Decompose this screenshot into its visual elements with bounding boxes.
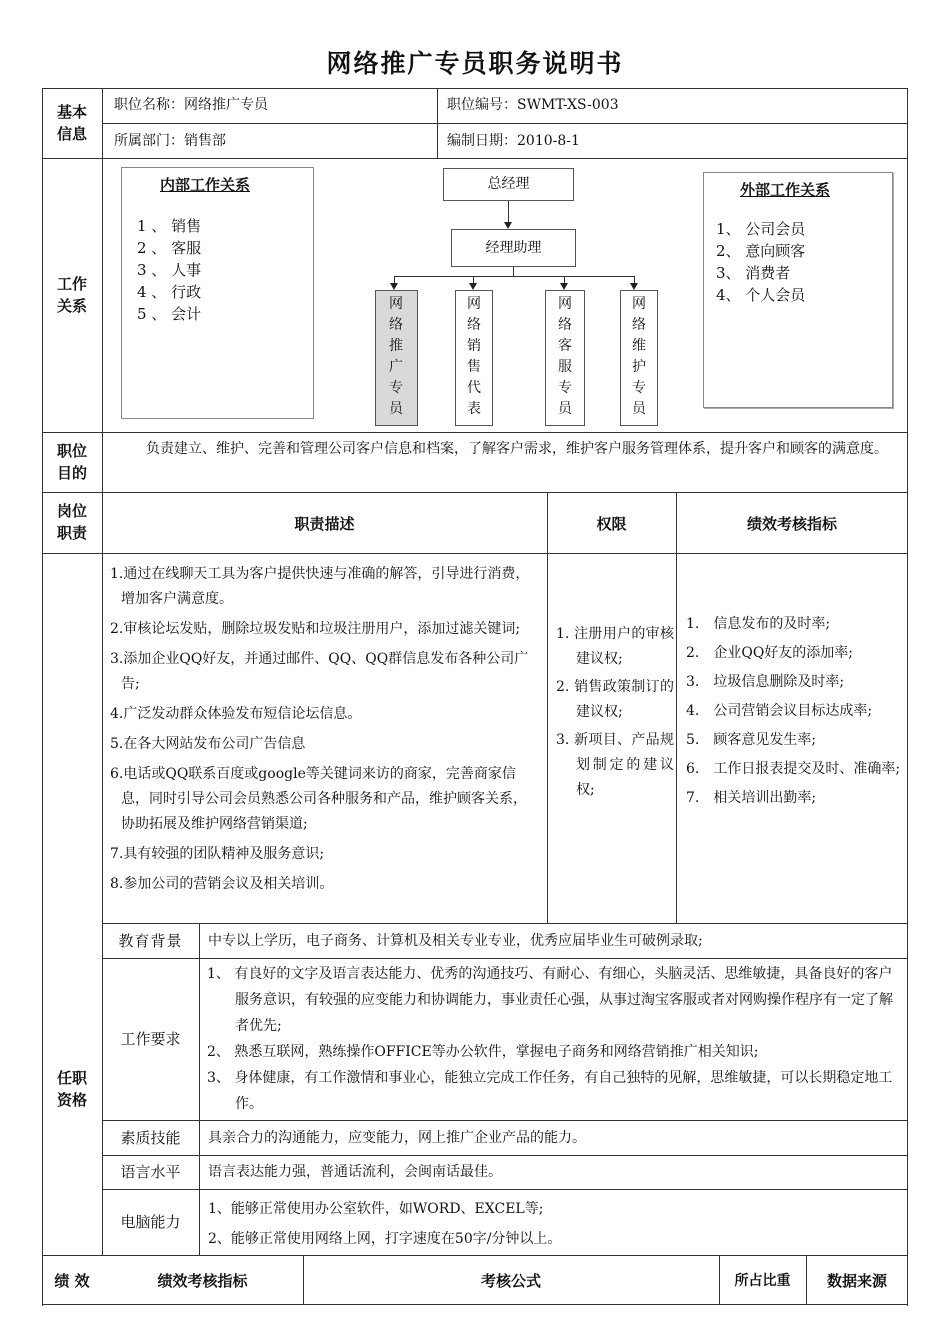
duty-item: 1.通过在线聊天工具为客户提供快速与准确的解答，引导进行消费，增加客户满意度。 <box>110 566 530 607</box>
kpi-item: 1. 信息发布的及时率; <box>686 616 831 632</box>
external-relation-item: 4、 个人会员 <box>716 286 806 304</box>
kpi-list <box>686 612 904 811</box>
duty-item: 3.添加企业QQ好友，并通过邮件、QQ、QQ群信息发布各种公司广告; <box>110 651 529 692</box>
external-relation-item: 3、 消费者 <box>716 264 791 282</box>
org-sub-promotion-label: 网 络 推 广 专 员 <box>389 296 403 417</box>
org-sub-service-label: 网 络 客 服 专 员 <box>558 296 572 417</box>
perf-col-kpi: 绩效考核指标 <box>157 1272 248 1290</box>
perf-col-formula: 考核公式 <box>480 1272 541 1290</box>
skill-text: 具亲合力的沟通能力，应变能力，网上推广企业产品的能力。 <box>208 1130 586 1146</box>
col-duty-description: 职责描述 <box>294 515 355 533</box>
purpose-text: 负责建立、维护、完善和管理公司客户信息和档案，了解客户需求，维护客户服务管理体系，提升客户和顾客的满意度。 <box>146 441 888 457</box>
internal-relation-item: 4 、 行政 <box>137 283 202 301</box>
work-requirement-item: 2、 熟悉互联网，熟练操作OFFICE等办公软件，掌握电子商务和网络营销推广相关知识; <box>207 1044 759 1060</box>
kpi-item: 3. 垃圾信息删除及时率; <box>686 674 845 690</box>
computer-label: 电脑能力 <box>120 1213 181 1231</box>
skill-label: 素质技能 <box>120 1129 181 1147</box>
education-text: 中专以上学历，电子商务、计算机及相关专业专业，优秀应届毕业生可破例录取; <box>208 933 703 949</box>
purpose-label: 职位目的 <box>56 442 87 482</box>
work-requirement-item: 3、 身体健康，有工作激情和事业心，能独立完成工作任务，有自己独特的见解，思维敏捷，可以长期稳定地工作。 <box>207 1070 893 1112</box>
kpi-item: 7. 相关培训出勤率; <box>686 790 817 806</box>
education-label: 教育背景 <box>118 932 183 950</box>
work-relations-label: 工作关系 <box>56 275 87 315</box>
org-sub-sales-label: 网 络 销 售 代 表 <box>467 296 481 417</box>
kpi-item: 5. 顾客意见发生率; <box>686 732 817 748</box>
external-relation-item: 2、 意向顾客 <box>716 242 806 260</box>
external-relation-item: 1、 公司会员 <box>716 220 806 238</box>
work-requirement-list <box>207 961 903 1117</box>
authority-item: 1. 注册用户的审核建议权; <box>556 626 674 667</box>
computer-skill-item: 1、能够正常使用办公室软件，如WORD、EXCEL等; <box>208 1201 544 1217</box>
org-sub-maintenance-label: 网 络 维 护 专 员 <box>632 296 646 417</box>
department: 所属部门：销售部 <box>114 133 226 149</box>
internal-relation-item: 5 、 会计 <box>137 305 202 323</box>
internal-relation-item: 3 、 人事 <box>137 261 202 279</box>
org-general-manager-label: 总经理 <box>487 176 530 192</box>
position-name: 职位名称：网络推广专员 <box>114 97 268 113</box>
external-relations-list <box>716 218 805 306</box>
qualification-label: 任职资格 <box>56 1069 87 1109</box>
duty-item: 6.电话或QQ联系百度或google等关键词来访的商家，完善商家信息，同时引导公司会员熟悉公司各种服务和产品，维护顾客关系，协助拓展及维护网络营销渠道; <box>110 766 527 832</box>
col-kpi: 绩效考核指标 <box>746 515 837 533</box>
org-manager-assistant-label: 经理助理 <box>485 240 542 256</box>
language-text: 语言表达能力强，普通话流利，会闽南话最佳。 <box>208 1164 502 1180</box>
computer-skill-list <box>208 1194 561 1254</box>
basic-info-label: 基本信息 <box>56 103 87 143</box>
internal-relation-item: 2 、 客服 <box>137 239 202 257</box>
duty-item: 2.审核论坛发贴，删除垃圾发贴和垃圾注册用户，添加过滤关键词; <box>110 621 521 637</box>
kpi-item: 2. 企业QQ好友的添加率; <box>686 645 854 661</box>
col-authority: 权限 <box>596 515 627 533</box>
duty-item: 4.广泛发动群众体验发布短信论坛信息。 <box>110 706 362 722</box>
external-relations-title: 外部工作关系 <box>740 181 831 199</box>
kpi-item: 6. 工作日报表提交及时、准确率; <box>686 761 901 777</box>
perf-col-weight: 所占比重 <box>734 1273 791 1289</box>
duty-item: 7.具有较强的团队精神及服务意识; <box>110 846 325 862</box>
duty-item: 5.在各大网站发布公司广告信息 <box>110 736 306 752</box>
internal-relation-item: 1 、 销售 <box>137 217 202 235</box>
position-code: 职位编号：SWMT-XS-003 <box>447 97 619 113</box>
document-title: 网络推广专员职务说明书 <box>326 49 624 78</box>
duty-item: 8.参加公司的营销会议及相关培训。 <box>110 876 334 892</box>
language-label: 语言水平 <box>120 1163 181 1181</box>
work-requirement-label: 工作要求 <box>120 1030 181 1048</box>
perf-col-source: 数据来源 <box>826 1272 887 1290</box>
internal-relations-list <box>137 215 201 325</box>
duty-description-list <box>110 562 538 897</box>
kpi-item: 4. 公司营销会议目标达成率; <box>686 703 873 719</box>
duties-label: 岗位职责 <box>56 502 87 542</box>
internal-relations-title: 内部工作关系 <box>160 176 251 194</box>
authority-list <box>556 622 674 803</box>
compile-date: 编制日期：2010-8-1 <box>447 133 580 149</box>
authority-item: 3. 新项目、产品规划制定的建议权; <box>556 732 674 798</box>
performance-label: 绩 效 <box>54 1272 90 1290</box>
authority-item: 2. 销售政策制订的建议权; <box>556 679 674 720</box>
computer-skill-item: 2、能够正常使用网络上网，打字速度在50字/分钟以上。 <box>208 1231 562 1247</box>
work-requirement-item: 1、 有良好的文字及语言表达能力、优秀的沟通技巧、有耐心、有细心，头脑灵活、思维敏捷，具备良好的客户服务意识，有较强的应变能力和协调能力，事业责任心强，从事过淘宝客服或者对网购操作程序有一定了解者优先; <box>207 966 893 1034</box>
